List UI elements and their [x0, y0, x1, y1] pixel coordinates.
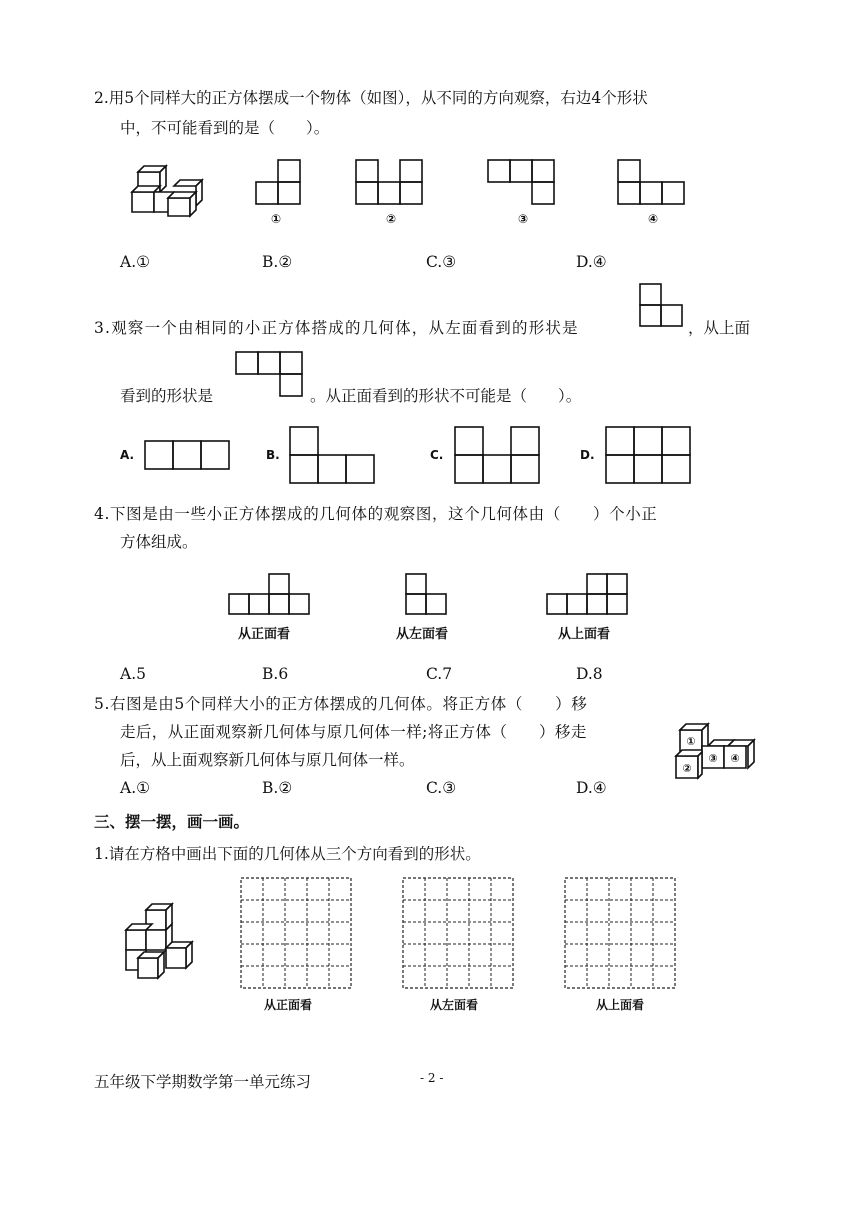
q3-line2-tail: 。从正面看到的形状不可能是（ ）。	[310, 387, 582, 405]
q4-top-view	[547, 574, 627, 614]
q4-label-left: 从左面看	[396, 627, 449, 642]
q2-shape-3	[488, 160, 554, 204]
q2-option-a[interactable]: A.①	[120, 253, 151, 271]
q3-option-b-letter[interactable]: B.	[266, 448, 280, 462]
q5-option-c[interactable]: C.③	[426, 779, 457, 797]
q4-option-a[interactable]: A.5	[120, 665, 146, 683]
q2-cube-figure	[130, 160, 210, 220]
q5-option-b[interactable]: B.②	[262, 779, 293, 797]
section3-heading: 三、摆一摆，画一画。	[94, 812, 250, 831]
q3-line2-head: 看到的形状是	[120, 387, 214, 405]
q2-fig-label-4: ④	[648, 212, 659, 226]
q2-shape-2	[356, 160, 422, 204]
q2-fig-label-1: ①	[271, 212, 282, 226]
q2-option-c[interactable]: C.③	[426, 253, 457, 271]
q2-line2: 中，不可能看到的是（ ）。	[120, 119, 330, 137]
q4-line1: 4.下图是由一些小正方体摆成的几何体的观察图，这个几何体由（ ）个小正	[94, 505, 658, 523]
q4-option-c[interactable]: C.7	[426, 665, 453, 683]
page-number: - 2 -	[420, 1071, 444, 1085]
q3-option-c-letter[interactable]: C.	[430, 448, 444, 462]
q5-cube-label-2: ②	[682, 762, 692, 775]
grid-front[interactable]	[241, 878, 351, 988]
q2-shape-1	[256, 160, 300, 204]
q3-option-d-letter[interactable]: D.	[580, 448, 595, 462]
q4-option-d[interactable]: D.8	[576, 665, 603, 683]
grid-label-front: 从正面看	[264, 998, 313, 1012]
q5-cube-label-3: ③	[708, 752, 718, 765]
q5-cube-label-4: ④	[730, 752, 740, 765]
q5-line3: 后，从上面观察新几何体与原几何体一样。	[120, 751, 415, 769]
q3-option-a-letter[interactable]: A.	[120, 448, 135, 462]
q2-fig-label-3: ③	[518, 212, 529, 226]
section3-q1-text: 1.请在方格中画出下面的几何体从三个方向看到的形状。	[94, 845, 481, 863]
q2-option-d[interactable]: D.④	[576, 253, 607, 271]
q4-front-view	[229, 574, 309, 614]
q4-label-top: 从上面看	[558, 627, 611, 642]
section3-cube-figure	[122, 902, 194, 980]
q3-line1: 3.观察一个由相同的小正方体搭成的几何体，从左面看到的形状是	[94, 319, 579, 337]
q2-option-b[interactable]: B.②	[262, 253, 293, 271]
grid-top[interactable]	[565, 878, 675, 988]
q5-cube-figure	[676, 722, 762, 782]
grid-label-left: 从左面看	[430, 998, 479, 1012]
q2-fig-label-2: ②	[386, 212, 397, 226]
q5-cube-label-1: ①	[686, 735, 696, 748]
q3-option-b-shape	[290, 427, 374, 483]
grid-left[interactable]	[403, 878, 513, 988]
q3-top-view-shape	[236, 352, 302, 396]
q5-option-d[interactable]: D.④	[576, 779, 607, 797]
q4-left-view	[406, 574, 446, 614]
q5-line1: 5.右图是由5个同样大小的正方体摆成的几何体。将正方体（ ）移	[94, 695, 588, 713]
grid-label-top: 从上面看	[596, 998, 645, 1012]
q2-shape-4	[618, 160, 684, 204]
q3-left-view-shape	[640, 284, 684, 326]
q4-option-b[interactable]: B.6	[262, 665, 289, 683]
q3-line1-tail: ，从上面	[688, 319, 751, 337]
q3-option-d-shape	[606, 427, 690, 483]
footer-title: 五年级下学期数学第一单元练习	[94, 1073, 312, 1091]
q4-label-front: 从正面看	[238, 627, 291, 642]
q2-line1: 2.用5个同样大的正方体摆成一个物体（如图），从不同的方向观察，右边4个形状	[94, 89, 648, 107]
q5-option-a[interactable]: A.①	[120, 779, 151, 797]
q3-option-c-shape	[455, 427, 539, 483]
q4-line2: 方体组成。	[120, 533, 198, 551]
q5-line2: 走后，从正面观察新几何体与原几何体一样;将正方体（ ）移走	[120, 723, 587, 741]
q3-option-a-shape	[145, 441, 229, 469]
